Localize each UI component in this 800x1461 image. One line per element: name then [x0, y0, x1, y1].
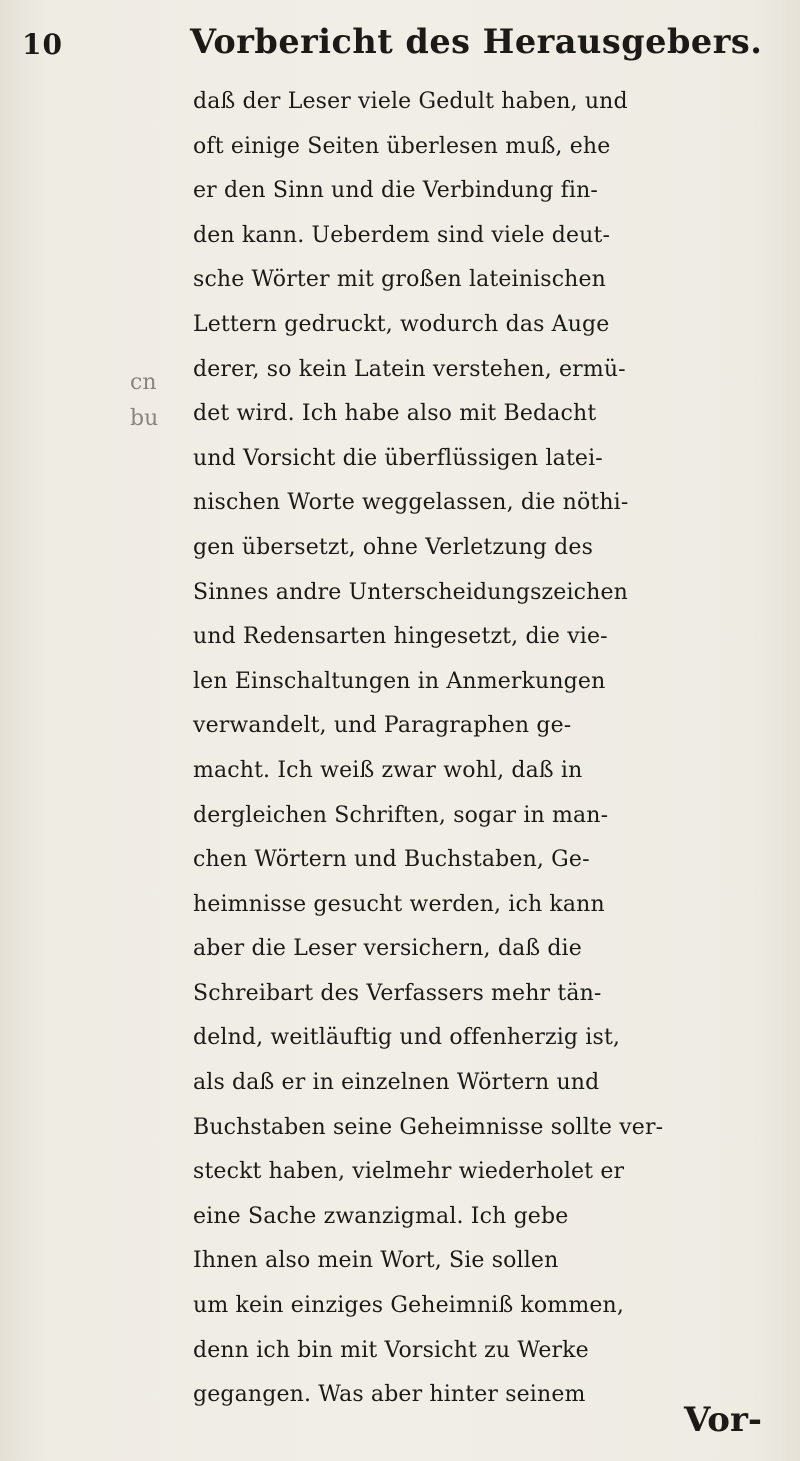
- text-line: Schreibart des Verfassers mehr tän-: [193, 980, 602, 1006]
- text-line: steckt haben, vielmehr wiederholet er: [193, 1159, 625, 1185]
- text-line: heimnisse gesucht werden, ich kann: [193, 891, 605, 917]
- text-line: verwandelt, und Paragraphen ge-: [193, 713, 572, 739]
- text-line: den kann. Ueberdem sind viele deut-: [193, 222, 611, 248]
- text-line: dergleichen Schriften, sogar in man-: [193, 802, 609, 828]
- text-line: chen Wörtern und Buchstaben, Ge-: [193, 847, 590, 873]
- text-line: Buchstaben seine Geheimnisse sollte ver-: [193, 1114, 664, 1140]
- text-line: derer, so kein Latein verstehen, ermü-: [193, 356, 626, 382]
- text-line: nischen Worte weggelassen, die nöthi-: [193, 490, 629, 516]
- running-head: Vorbericht des Herausgebers.: [190, 22, 763, 61]
- body-text: [193, 80, 783, 1418]
- text-line: aber die Leser versichern, daß die: [193, 936, 582, 962]
- text-line: als daß er in einzelnen Wörtern und: [193, 1070, 600, 1096]
- text-line: delnd, weitläuftig und offenherzig ist,: [193, 1025, 621, 1051]
- text-line: det wird. Ich habe also mit Bedacht: [193, 401, 597, 427]
- text-line: er den Sinn und die Verbindung fin-: [193, 178, 598, 204]
- text-line: Sinnes andre Unterscheidungszeichen: [193, 579, 628, 605]
- text-line: denn ich bin mit Vorsicht zu Werke: [193, 1337, 589, 1363]
- text-line: und Vorsicht die überflüssigen latei-: [193, 445, 603, 471]
- text-line: Ihnen also mein Wort, Sie sollen: [193, 1248, 559, 1274]
- text-line: len Einschaltungen in Anmerkungen: [193, 668, 606, 694]
- text-line: oft einige Seiten überlesen muß, ehe: [193, 133, 611, 159]
- text-line: und Redensarten hingesetzt, die vie-: [193, 624, 608, 650]
- text-line: Lettern gedruckt, wodurch das Auge: [193, 311, 610, 337]
- text-line: daß der Leser viele Gedult haben, und: [193, 89, 628, 114]
- margin-note: cn: [130, 370, 157, 395]
- page-header: [22, 18, 770, 68]
- text-line: eine Sache zwanzigmal. Ich gebe: [193, 1203, 569, 1229]
- page-number: 10: [22, 28, 63, 61]
- text-line: um kein einziges Geheimniß kommen,: [193, 1293, 624, 1319]
- text-line: sche Wörter mit großen lateinischen: [193, 267, 606, 293]
- margin-notes: [130, 365, 158, 437]
- text-line: gegangen. Was aber hinter seinem: [193, 1382, 586, 1408]
- margin-note: bu: [130, 406, 159, 431]
- text-line: macht. Ich weiß zwar wohl, daß in: [193, 757, 583, 783]
- catchword: Vor-: [684, 1400, 762, 1440]
- text-line: gen übersetzt, ohne Verletzung des: [193, 534, 594, 560]
